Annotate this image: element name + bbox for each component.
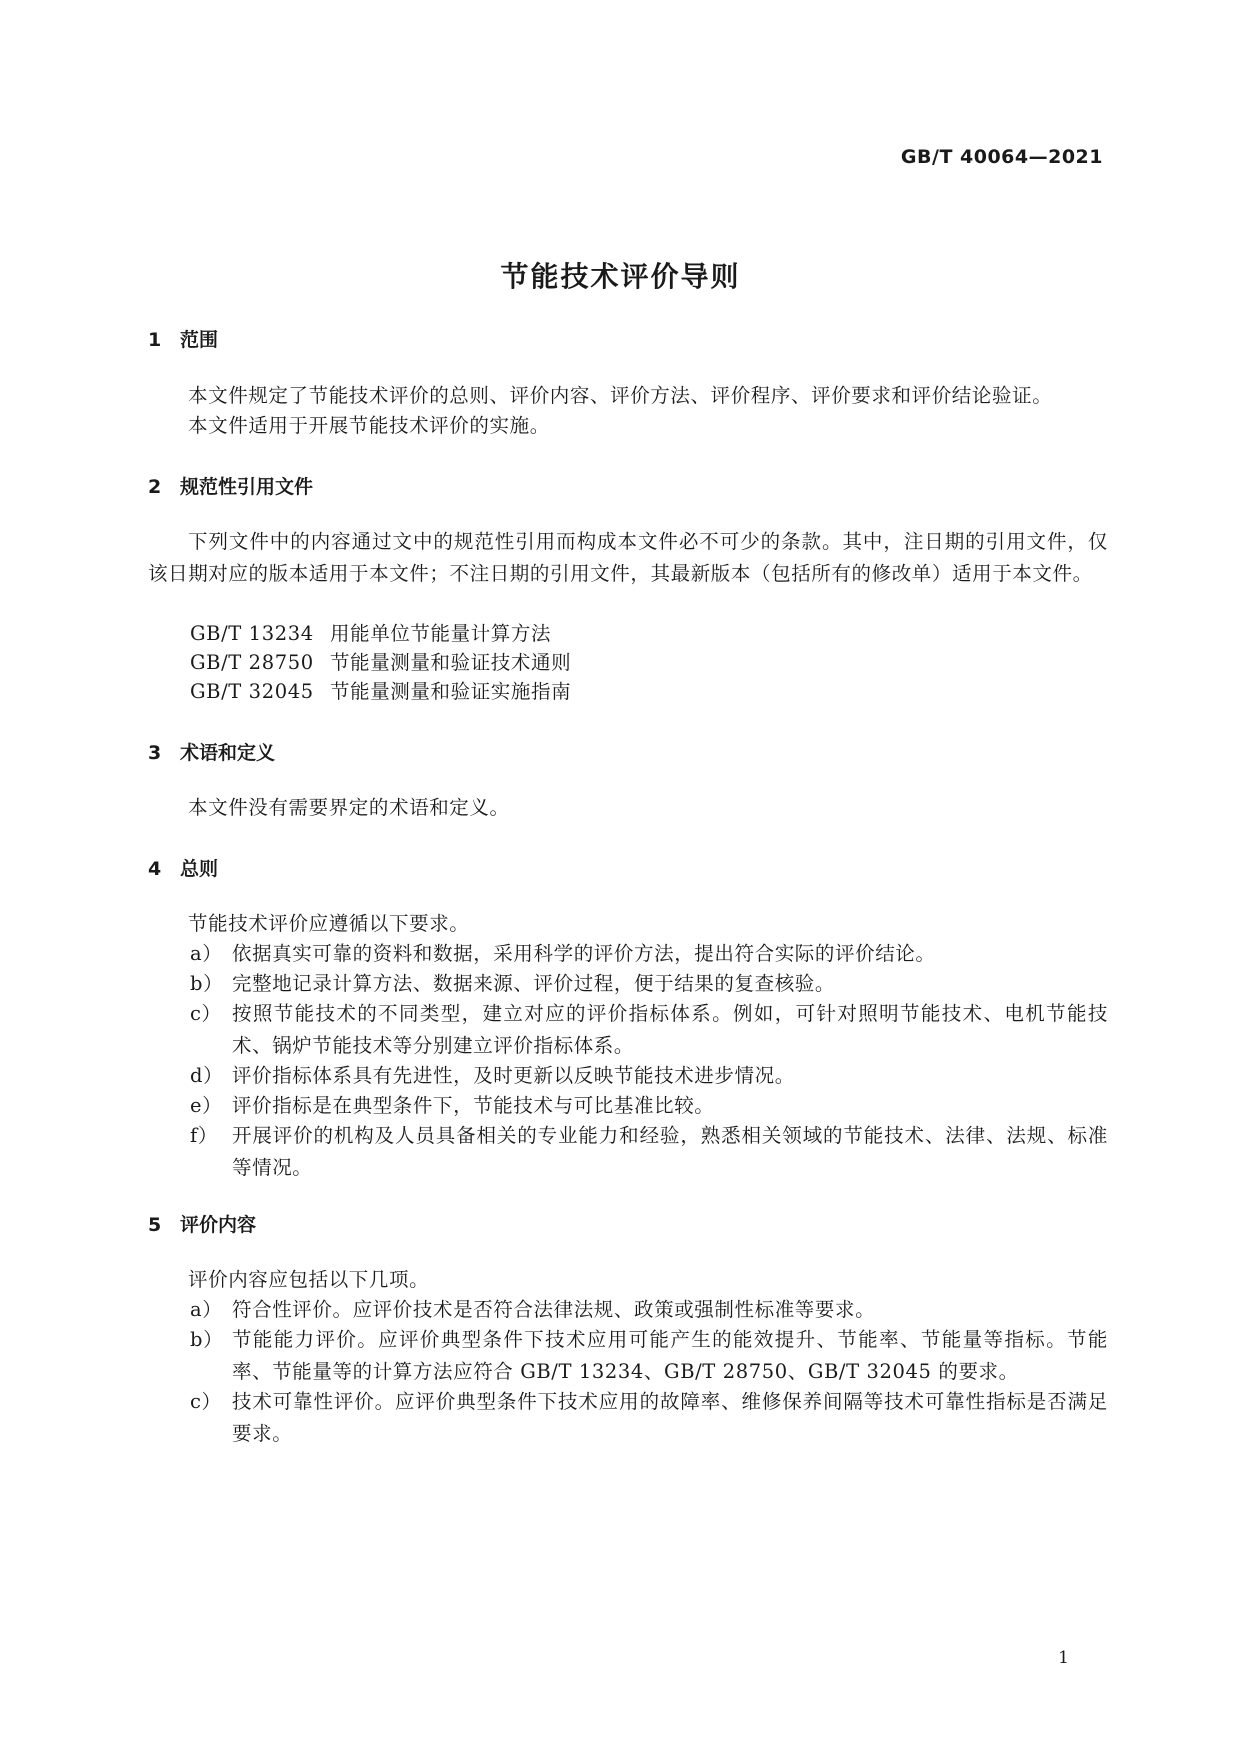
page-number: 1 [1058, 1648, 1069, 1668]
reference-item: GB/T 28750 节能量测量和验证技术通则 [190, 651, 572, 674]
list-item: b） 节能能力评价。应评价典型条件下技术应用可能产生的能效提升、节能率、节能量等指标。节能率、节能量等的计算方法应符合 GB/T 13234、GB/T 28750、GB/T 32045 的要求。 [190, 1328, 1108, 1383]
list-item: a） 依据真实可靠的资料和数据，采用科学的评价方法，提出符合实际的评价结论。 [190, 942, 936, 965]
list-item: a） 符合性评价。应评价技术是否符合法律法规、政策或强制性标准等要求。 [190, 1298, 876, 1321]
paragraph: 节能技术评价应遵循以下要求。 [188, 912, 470, 935]
list-item: e） 评价指标是在典型条件下，节能技术与可比基准比较。 [190, 1094, 715, 1117]
list-item: c） 技术可靠性评价。应评价典型条件下技术应用的故障率、维修保养间隔等技术可靠性指标是否满足要求。 [190, 1390, 1108, 1445]
section-heading-terms: 3 术语和定义 [148, 742, 276, 764]
paragraph: 下列文件中的内容通过文中的规范性引用而构成本文件必不可少的条款。其中，注日期的引用文件，仅该日期对应的版本适用于本文件；不注日期的引用文件，其最新版本（包括所有的修改单）适用于本文件。 [148, 530, 1108, 585]
list-item: d） 评价指标体系具有先进性，及时更新以反映节能技术进步情况。 [190, 1064, 795, 1087]
paragraph: 本文件规定了节能技术评价的总则、评价内容、评价方法、评价程序、评价要求和评价结论验证。 [188, 384, 1053, 407]
standard-number: GB/T 40064—2021 [900, 146, 1103, 168]
section-heading-normative-references: 2 规范性引用文件 [148, 476, 314, 498]
document-title: 节能技术评价导则 [500, 260, 741, 293]
reference-item: GB/T 13234 用能单位节能量计算方法 [190, 622, 552, 645]
paragraph: 评价内容应包括以下几项。 [188, 1268, 430, 1291]
list-item: c） 按照节能技术的不同类型，建立对应的评价指标体系。例如，可针对照明节能技术、电机节能技术、锅炉节能技术等分别建立评价指标体系。 [190, 1002, 1108, 1057]
paragraph: 本文件适用于开展节能技术评价的实施。 [188, 414, 550, 437]
list-item: f） 开展评价的机构及人员具备相关的专业能力和经验，熟悉相关领域的节能技术、法律、法规、标准等情况。 [190, 1124, 1108, 1179]
section-heading-evaluation-content: 5 评价内容 [148, 1214, 257, 1236]
section-heading-general: 4 总则 [148, 858, 219, 880]
section-heading-scope: 1 范围 [148, 329, 219, 351]
list-item: b） 完整地记录计算方法、数据来源、评价过程，便于结果的复查核验。 [190, 972, 836, 995]
paragraph: 本文件没有需要界定的术语和定义。 [188, 796, 510, 819]
reference-item: GB/T 32045 节能量测量和验证实施指南 [190, 680, 572, 703]
